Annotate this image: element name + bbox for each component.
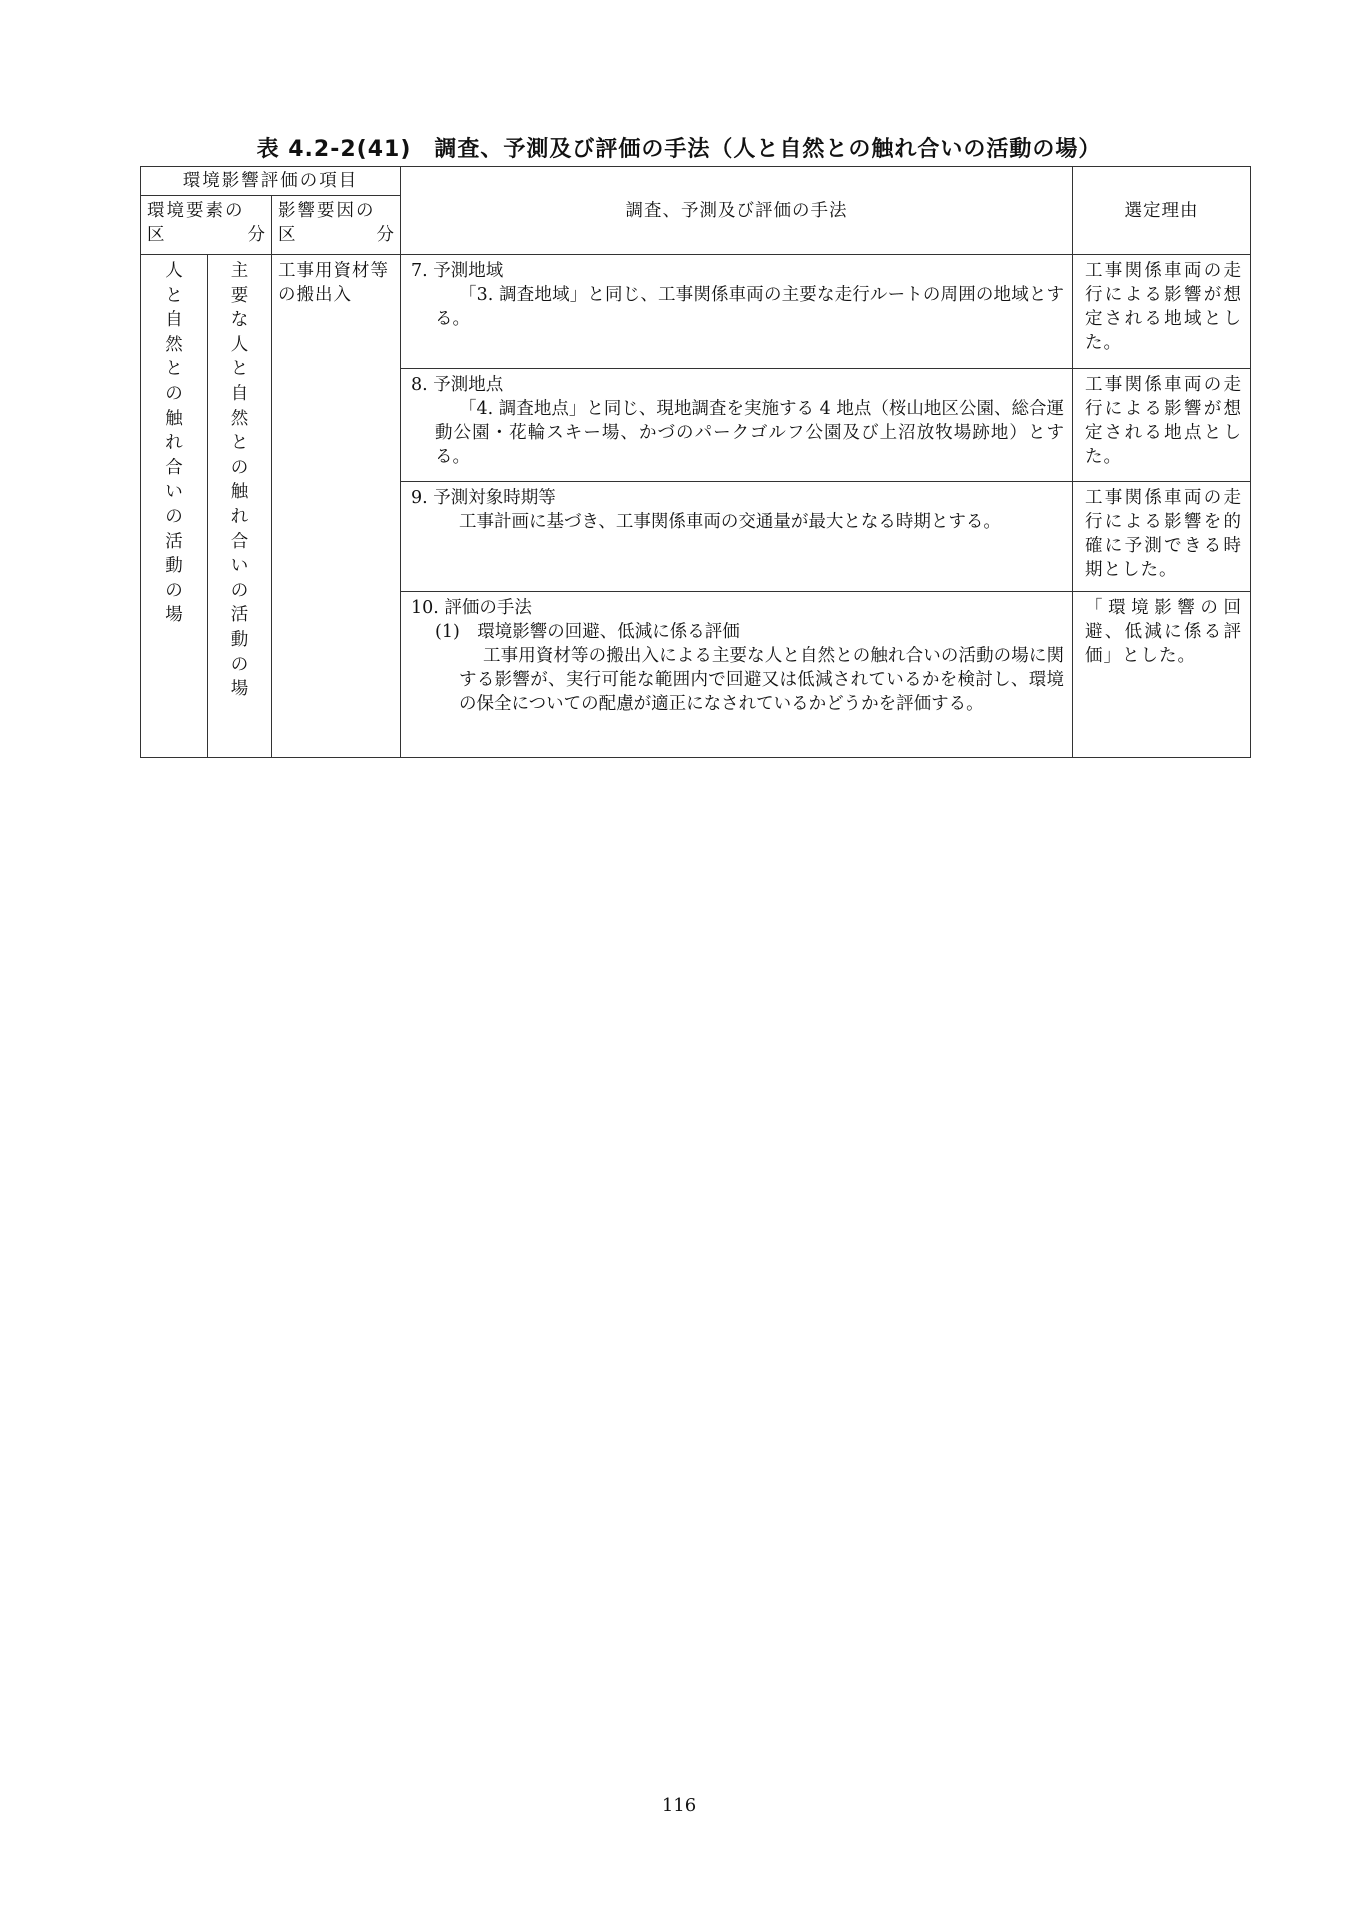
method-heading: 8. 予測地点	[411, 375, 504, 395]
assessment-table	[140, 166, 1251, 758]
page-number: 116	[661, 1795, 697, 1816]
table-row	[141, 255, 1251, 369]
header-row-1	[141, 167, 1251, 196]
element-sub: 主要な人と自然との触れ合いの活動の場	[230, 261, 249, 700]
header-factor-ku: 区	[278, 225, 296, 245]
header-items-group: 環境影響評価の項目	[141, 167, 401, 196]
header-element-line2	[147, 223, 265, 247]
reason-cell: 工事関係車両の走行による影響が想定される地点とした。	[1073, 369, 1251, 482]
header-element-ku: 区	[147, 225, 165, 245]
header-element-bun: 分	[247, 225, 265, 245]
element-sub-cell	[208, 255, 272, 758]
header-factor-line2	[278, 223, 394, 247]
impact-factor: 工事用資材等の搬出入	[272, 255, 401, 758]
method-heading: 9. 予測対象時期等	[411, 488, 556, 508]
method-cell	[401, 255, 1073, 369]
reason-cell: 工事関係車両の走行による影響が想定される地域とした。	[1073, 255, 1251, 369]
header-element	[141, 196, 272, 255]
header-method: 調査、予測及び評価の手法	[401, 167, 1073, 255]
method-heading: 10. 評価の手法	[411, 598, 532, 618]
method-body: 工事計画に基づき、工事関係車両の交通量が最大となる時期とする。	[459, 512, 1001, 532]
method-cell	[401, 592, 1073, 758]
header-factor-line1: 影響要因の	[278, 201, 376, 221]
method-body: 工事用資材等の搬出入による主要な人と自然との触れ合いの活動の場に関する影響が、実行可能な範囲内で回避又は低減されているかを検討し、環境の保全についての配慮が適正になされているかどうかを評価する。	[459, 646, 1065, 714]
element-category-cell	[141, 255, 208, 758]
method-cell	[401, 482, 1073, 592]
method-subheading: (1) 環境影響の回避、低減に係る評価	[435, 622, 740, 642]
reason-cell: 「環境影響の回避、低減に係る評価」とした。	[1073, 592, 1251, 758]
element-category: 人と自然との触れ合いの活動の場	[165, 261, 183, 626]
method-body: 「3. 調査地域」と同じ、工事関係車両の主要な走行ルートの周囲の地域とする。	[435, 285, 1065, 329]
header-factor-bun: 分	[376, 225, 395, 245]
header-element-line1: 環境要素の	[147, 201, 245, 221]
method-cell	[401, 369, 1073, 482]
reason-cell: 工事関係車両の走行による影響を的確に予測できる時期とした。	[1073, 482, 1251, 592]
header-factor	[272, 196, 401, 255]
header-reason: 選定理由	[1073, 167, 1251, 255]
method-heading: 7. 予測地域	[411, 261, 504, 281]
method-body: 「4. 調査地点」と同じ、現地調査を実施する 4 地点（桜山地区公園、総合運動公園・花輪スキー場、かづのパークゴルフ公園及び上沼放牧場跡地）とする。	[435, 399, 1065, 467]
page-title: 表 4.2-2(41) 調査、予測及び評価の手法（人と自然との触れ合いの活動の場）	[256, 137, 1102, 162]
